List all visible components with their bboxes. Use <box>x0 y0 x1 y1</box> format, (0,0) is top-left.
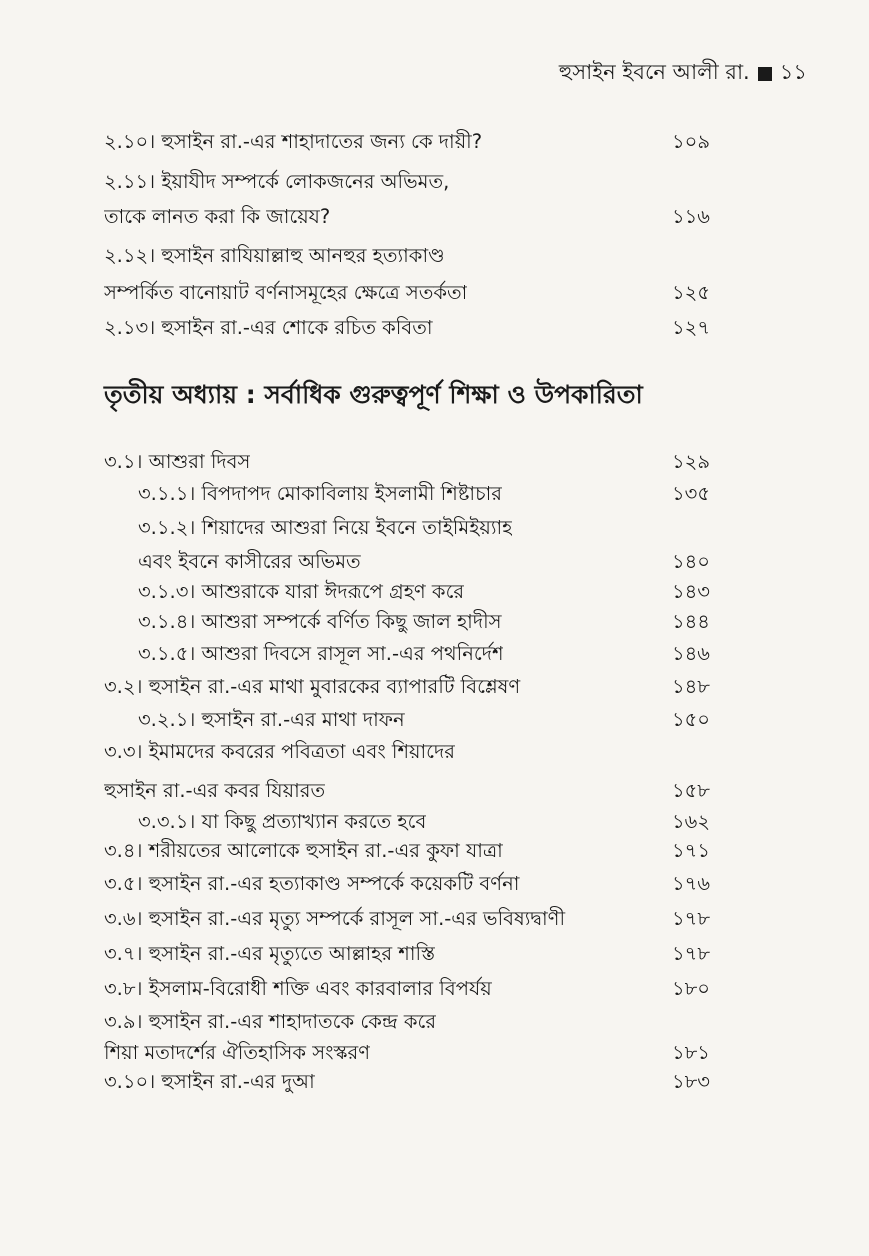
toc-entry <box>0 200 869 234</box>
toc-entry-text: ৩.৬। হুসাইন রা.-এর মৃত্যু সম্পর্কে রাসূল সা.-এর ভবিষ্যদ্বাণী <box>104 907 566 930</box>
toc-entry <box>0 670 869 704</box>
toc-entry-text: ৩.৮। ইসলাম-বিরোধী শক্তি এবং কারবালার বিপর্যয় <box>104 977 492 1000</box>
toc-entry-page: ১৭৮ <box>672 942 710 965</box>
toc-entry-page: ১৫৮ <box>672 779 710 802</box>
toc-entry <box>0 239 869 273</box>
toc-entry-page: ১৮১ <box>672 1041 710 1064</box>
toc-entry-text: ৩.৩.১। যা কিছু প্রত্যাখ্যান করতে হবে <box>138 810 427 833</box>
toc-entry-page: ১২৯ <box>672 450 710 473</box>
toc-entry-text: এবং ইবনে কাসীরের অভিমত <box>138 550 361 573</box>
toc-entry-page: ১৭৮ <box>672 907 710 930</box>
toc-entry-text: ২.১২। হুসাইন রাযিয়াল্লাহু আনহুর হত্যাকাণ্ড <box>104 244 445 267</box>
toc-entry-text: সম্পর্কিত বানোয়াট বর্ণনাসমূহের ক্ষেত্রে সতর্কতা <box>104 281 468 304</box>
toc-entry-page: ১৪০ <box>672 550 710 573</box>
toc-entry-text: ৩.১.১। বিপদাপদ মোকাবিলায় ইসলামী শিষ্টাচার <box>138 482 502 505</box>
toc-entry-text: ২.১০। হুসাইন রা.-এর শাহাদাতের জন্য কে দায়ী? <box>104 130 483 153</box>
toc-entry-text: ৩.৪। শরীয়তের আলোকে হুসাইন রা.-এর কুফা যাত্রা <box>104 839 503 862</box>
toc-entry <box>0 1005 869 1039</box>
running-header <box>559 56 807 91</box>
toc-entry-text: ৩.৭। হুসাইন রা.-এর মৃত্যুতে আল্লাহর শাস্তি <box>104 942 436 965</box>
toc-entry-page: ১৭৬ <box>672 872 711 895</box>
toc-entry-text: ২.১১। ইয়াযীদ সম্পর্কে লোকজনের অভিমত, <box>104 170 450 193</box>
toc-entry <box>0 605 869 639</box>
toc-entry-text: হুসাইন রা.-এর কবর যিয়ারত <box>104 779 326 802</box>
toc-entry-page: ১২৫ <box>672 281 710 304</box>
toc-entry-text: ৩.২.১। হুসাইন রা.-এর মাথা দাফন <box>138 708 405 731</box>
header-page-number: ১১ <box>779 60 807 84</box>
toc-entry <box>0 276 869 310</box>
toc-entry-text: ৩.৫। হুসাইন রা.-এর হত্যাকাণ্ড সম্পর্কে কয়েকটি বর্ণনা <box>104 872 520 895</box>
toc-entry-page: ১৪৪ <box>672 610 710 633</box>
toc-entry-page: ১৪৩ <box>672 580 710 603</box>
toc-entry <box>0 311 869 345</box>
toc-entry <box>0 575 869 609</box>
toc-entry-text: ৩.১.৫। আশুরা দিবসে রাসূল সা.-এর পথনির্দেশ <box>138 642 504 665</box>
toc-entry <box>0 834 869 868</box>
toc-entry-text: ৩.১.৩। আশুরাকে যারা ঈদরূপে গ্রহণ করে <box>138 580 465 603</box>
toc-entry-text: ২.১৩। হুসাইন রা.-এর শোকে রচিত কবিতা <box>104 316 433 339</box>
toc-entry-page: ১৮৩ <box>672 1070 710 1093</box>
toc-entry <box>0 165 869 199</box>
toc-entry <box>0 545 869 579</box>
toc-entry-page: ১১৬ <box>672 205 710 228</box>
toc-entry-page: ১০৯ <box>672 130 710 153</box>
toc-entry-page: ১৫০ <box>672 708 710 731</box>
toc-entry-text: ৩.১.৪। আশুরা সম্পর্কে বর্ণিত কিছু জাল হাদীস <box>138 610 502 633</box>
toc-entry <box>0 735 869 769</box>
toc-entry <box>0 637 869 671</box>
toc-entry-text: ৩.১০। হুসাইন রা.-এর দুআ <box>104 1070 315 1093</box>
toc-entry <box>0 703 869 737</box>
toc-entry-text: তাকে লানত করা কি জায়েয? <box>104 205 331 228</box>
toc-entry <box>0 972 869 1006</box>
toc-entry-text: ৩.১.২। শিয়াদের আশুরা নিয়ে ইবনে তাইমিইয়্যাহ <box>138 516 513 539</box>
toc-entry-page: ১২৭ <box>672 316 711 339</box>
toc-entry-page: ১৪৮ <box>672 675 710 698</box>
toc-entry-page: ১৬২ <box>672 810 711 833</box>
toc-entry <box>0 774 869 808</box>
toc-entry-page: ১৮০ <box>672 977 710 1000</box>
toc-entry-text: ৩.৩। ইমামদের কবরের পবিত্রতা এবং শিয়াদের <box>104 740 455 763</box>
toc-entry-page: ১৪৬ <box>672 642 710 665</box>
chapter-title: তৃতীয় অধ্যায় : সর্বাধিক গুরুত্বপূর্ণ শিক্ষা ও উপকারিতা <box>104 380 643 409</box>
header-title: হুসাইন ইবনে আলী রা. <box>558 60 750 84</box>
toc-entry <box>0 937 869 971</box>
toc-entry <box>0 511 869 545</box>
toc-entry-page: ১৩৫ <box>672 482 710 505</box>
toc-entry-text: শিয়া মতাদর্শের ঐতিহাসিক সংস্করণ <box>104 1041 371 1064</box>
toc-entry <box>0 125 869 159</box>
toc-entry-text: ৩.২। হুসাইন রা.-এর মাথা মুবারকের ব্যাপারটি বিশ্লেষণ <box>104 675 521 698</box>
toc-entry <box>0 477 869 511</box>
toc-entry-text: ৩.১। আশুরা দিবস <box>104 450 251 473</box>
toc-entry <box>0 445 869 479</box>
square-bullet-icon <box>758 67 772 81</box>
toc-entry <box>0 1065 869 1099</box>
toc-entry <box>0 902 869 936</box>
toc-entry <box>0 867 869 901</box>
toc-entry-text: ৩.৯। হুসাইন রা.-এর শাহাদাতকে কেন্দ্র করে <box>104 1010 437 1033</box>
toc-entry-page: ১৭১ <box>672 839 710 862</box>
